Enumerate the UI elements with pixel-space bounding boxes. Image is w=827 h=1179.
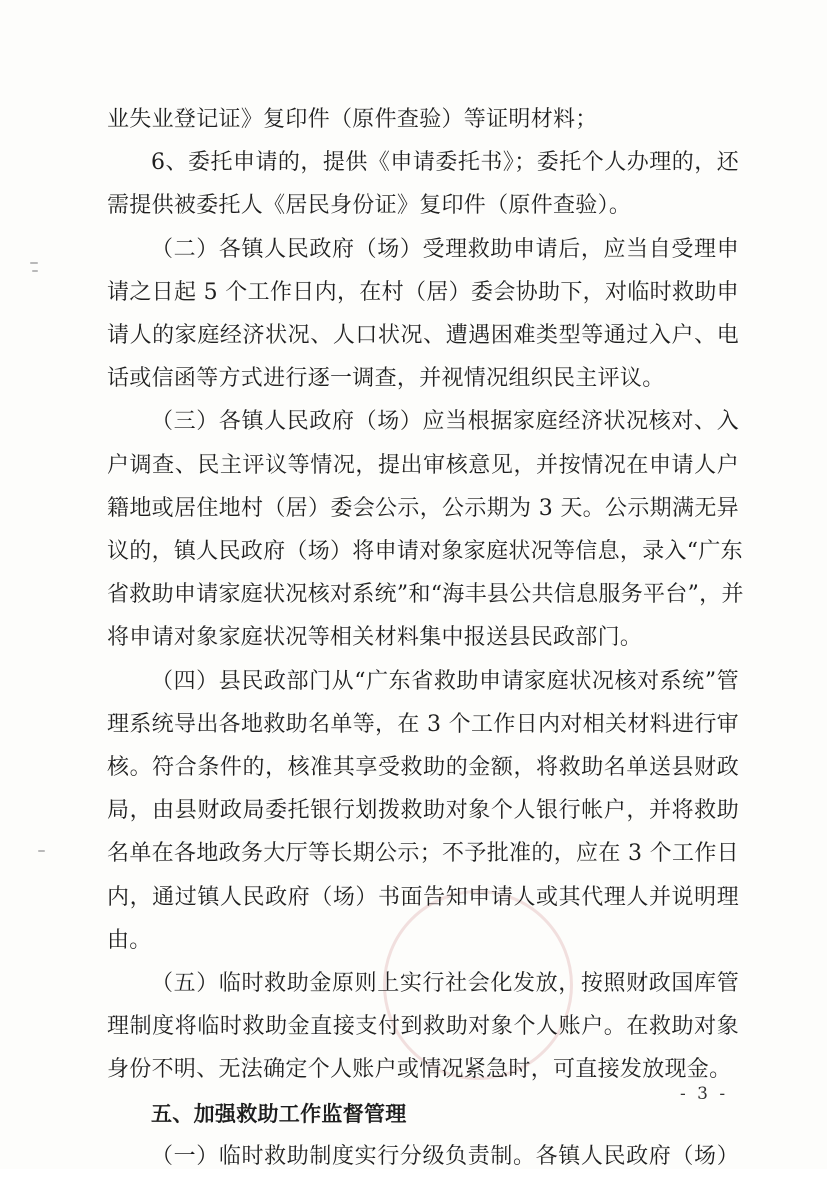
text-line: 名单在各地政务大厅等长期公示；不予批准的，应在 3 个工作日 (107, 841, 739, 867)
text-line: 6、委托申请的，提供《申请委托书》；委托个人办理的，还 (151, 150, 739, 176)
text-line: （二）各镇人民政府（场）受理救助申请后，应当自受理申 (151, 236, 739, 262)
text-line: 户调查、民主评议等情况，提出审核意见，并按情况在申请人户 (107, 452, 739, 478)
text-line: 请之日起 5 个工作日内，在村（居）委会协助下，对临时救助申 (107, 279, 739, 305)
page-number: - 3 - (680, 1084, 729, 1104)
text-line: 由。 (107, 927, 152, 953)
text-line: 议的，镇人民政府（场）将申请对象家庭状况等信息，录入“广东 (107, 539, 743, 564)
text-line: 话或信函等方式进行逐一调查，并视情况组织民主评议。 (107, 366, 665, 392)
text-line: 理制度将临时救助金直接支付到救助对象个人账户。在救助对象 (107, 1014, 739, 1040)
text-line: 请人的家庭经济状况、人口状况、遭遇困难类型等通过入户、电 (107, 323, 739, 348)
text-line: （三）各镇人民政府（场）应当根据家庭经济状况核对、入 (151, 409, 739, 435)
text-line: 省救助申请家庭状况核对系统”和“海丰县公共信息服务平台”，并 (107, 582, 744, 608)
scan-artifact (38, 850, 45, 852)
text-line: 业失业登记证》复印件（原件查验）等证明材料； (107, 107, 598, 132)
text-line: 核。符合条件的，核准其享受救助的金额，将救助名单送县财政 (107, 755, 739, 780)
text-line: 内，通过镇人民政府（场）书面告知申请人或其代理人并说明理 (107, 884, 739, 910)
text-line: （一）临时救助制度实行分级负责制。各镇人民政府（场） (151, 1143, 739, 1169)
section-heading: 五、加强救助工作监督管理 (151, 1101, 407, 1126)
scan-artifact (30, 262, 38, 264)
scan-artifact (32, 270, 38, 272)
text-line: 身份不明、无法确定个人账户或情况紧急时，可直接发放现金。 (107, 1057, 732, 1083)
text-line: 需提供被委托人《居民身份证》复印件（原件查验）。 (107, 193, 632, 219)
text-line: （五）临时救助金原则上实行社会化发放，按照财政国库管 (151, 971, 739, 996)
text-line: 籍地或居住地村（居）委会公示，公示期为 3 天。公示期满无异 (107, 495, 739, 521)
text-line: 局，由县财政局委托银行划拨救助对象个人银行帐户，并将救助 (107, 798, 739, 824)
text-line: 将申请对象家庭状况等相关材料集中报送县民政部门。 (107, 625, 643, 651)
text-line: 理系统导出各地救助名单等，在 3 个工作日内对相关材料进行审 (107, 711, 739, 737)
text-line: （四）县民政部门从“广东省救助申请家庭状况核对系统”管 (151, 668, 739, 694)
